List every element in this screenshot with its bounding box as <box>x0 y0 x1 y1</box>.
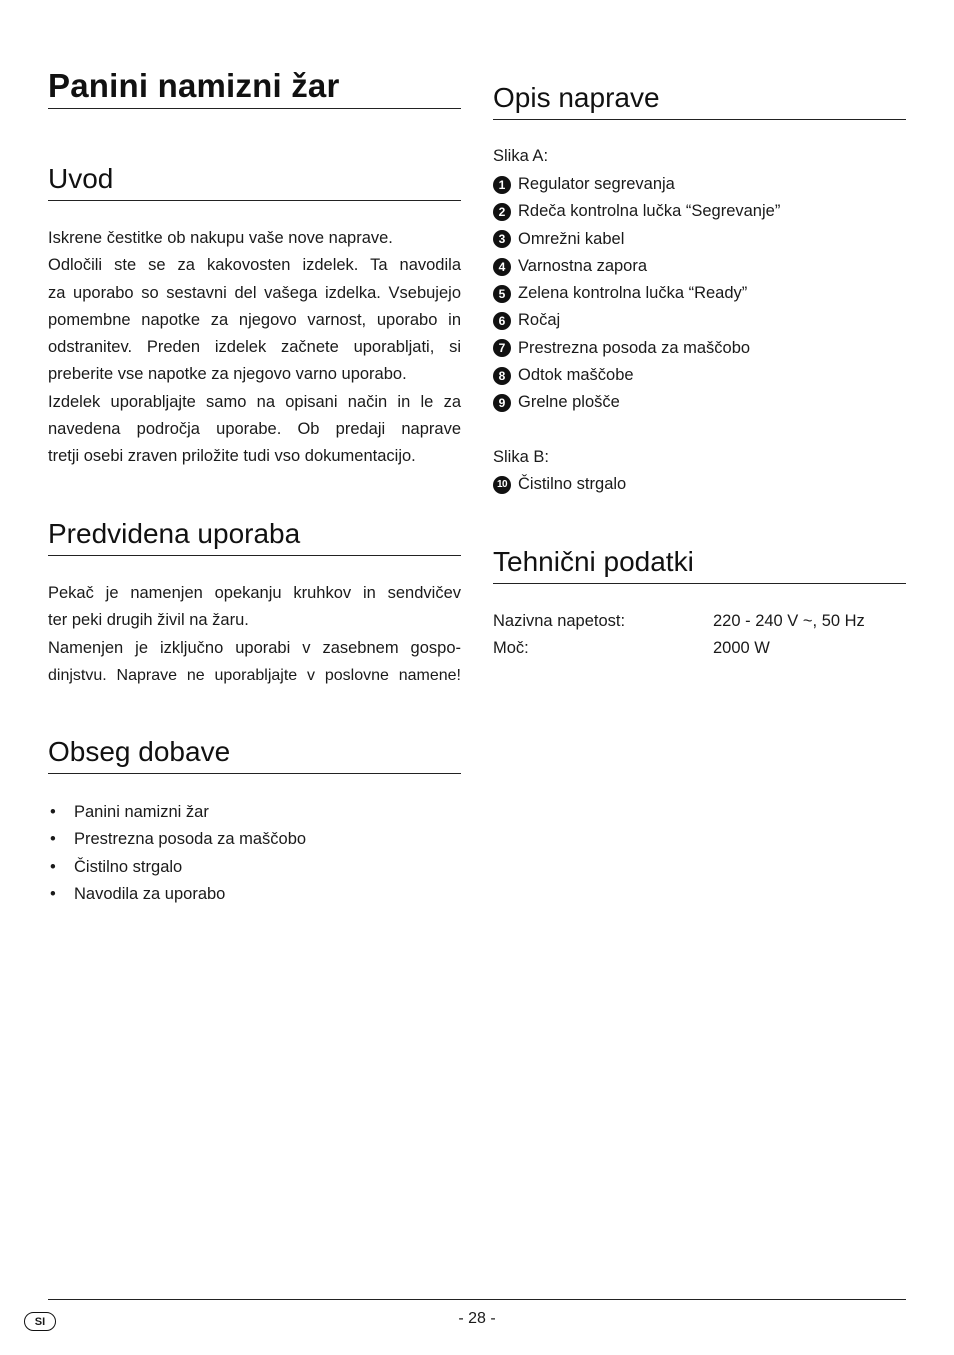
text-line: dinjstvu. Naprave ne uporabljajte v poslovne namene! <box>48 666 461 684</box>
parts-list-a <box>493 171 780 417</box>
part-label: Grelne plošče <box>518 393 620 412</box>
part-label: Čistilno strgalo <box>518 475 627 493</box>
part-label: Omrežni kabel <box>518 229 625 248</box>
number-badge: 3 <box>493 230 511 248</box>
number-badge: 1 <box>493 176 511 194</box>
text-line: Odločili ste se za kakovosten izdelek. Ta navodila <box>48 256 461 275</box>
text-line: Izdelek uporabljajte samo na opisani način in le za <box>48 392 461 411</box>
list-item <box>493 198 780 225</box>
section-heading-predvidena-uporaba: Predvidena uporaba <box>48 517 461 556</box>
page-title: Panini namizni žar <box>48 66 461 109</box>
number-badge: 7 <box>493 339 511 357</box>
spec-value: 2000 W <box>713 639 770 657</box>
text-line: Namenjen je izključno uporabi v zasebnem gospo- <box>48 638 461 657</box>
list-item: • Navodila za uporabo <box>48 881 306 908</box>
delivery-list <box>48 799 306 908</box>
section-heading-tehnicni-podatki: Tehnični podatki <box>493 545 906 584</box>
number-badge: 9 <box>493 394 511 412</box>
list-item: • Čistilno strgalo <box>48 854 306 881</box>
text-line: tretji osebi zraven priložite tudi vso dokumentacijo. <box>48 447 416 466</box>
part-label: Zelena kontrolna lučka “Ready” <box>518 284 748 303</box>
list-item <box>493 171 780 198</box>
language-badge: SI <box>24 1312 56 1331</box>
text-line: Iskrene čestitke ob nakupu vaše nove naprave. <box>48 229 393 247</box>
number-badge: 2 <box>493 203 511 221</box>
part-label: Prestrezna posoda za maščobo <box>518 338 751 357</box>
section-heading-opis-naprave: Opis naprave <box>493 81 906 120</box>
text-line: ter peki drugih živil na žaru. <box>48 611 249 630</box>
section-heading-obseg-dobave: Obseg dobave <box>48 735 461 774</box>
spec-label: Moč: <box>493 639 529 657</box>
uvod-paragraph <box>48 225 461 471</box>
part-label: Odtok maščobe <box>518 366 634 385</box>
spec-value: 220 - 240 V ~, 50 Hz <box>713 612 865 630</box>
text-line: preberite vse napotke za njegovo varno uporabo. <box>48 365 407 384</box>
list-item <box>493 280 780 307</box>
number-badge: 6 <box>493 312 511 330</box>
text-line: za uporabo so sestavni del vašega izdelka. Vsebujejo <box>48 283 461 302</box>
number-badge: 5 <box>493 285 511 303</box>
part-label: Rdeča kontrolna lučka “Segrevanje” <box>518 202 781 221</box>
number-badge: 10 <box>493 476 511 494</box>
text-line: pomembne napotke za njegovo varnost, uporabo in <box>48 310 461 329</box>
list-item <box>493 389 780 416</box>
list-item <box>493 253 780 280</box>
part-label: Varnostna zapora <box>518 256 648 275</box>
section-heading-uvod: Uvod <box>48 162 461 201</box>
text-line: navedena področja uporabe. Ob predaji naprave <box>48 420 461 439</box>
number-badge: 8 <box>493 367 511 385</box>
part-label: Regulator segrevanja <box>518 175 675 193</box>
text-line: odstranitev. Preden izdelek začnete uporabljati, si <box>48 338 461 357</box>
slika-a-label: Slika A: <box>493 147 549 165</box>
list-item: • Panini namizni žar <box>48 799 306 826</box>
list-item <box>493 471 626 498</box>
footer-divider <box>48 1299 906 1300</box>
list-item: • Prestrezna posoda za maščobo <box>48 826 306 853</box>
list-item <box>493 335 780 362</box>
part-label: Ročaj <box>518 311 561 330</box>
spec-label: Nazivna napetost: <box>493 612 626 630</box>
list-item <box>493 307 780 334</box>
list-item <box>493 226 780 253</box>
list-item <box>493 362 780 389</box>
page-number: - 28 - <box>458 1310 496 1327</box>
text-line: Pekač je namenjen opekanju kruhkov in sendvičev <box>48 584 461 602</box>
number-badge: 4 <box>493 258 511 276</box>
parts-list-b <box>493 471 626 498</box>
predvidena-paragraph <box>48 580 461 689</box>
slika-b-label: Slika B: <box>493 448 549 466</box>
